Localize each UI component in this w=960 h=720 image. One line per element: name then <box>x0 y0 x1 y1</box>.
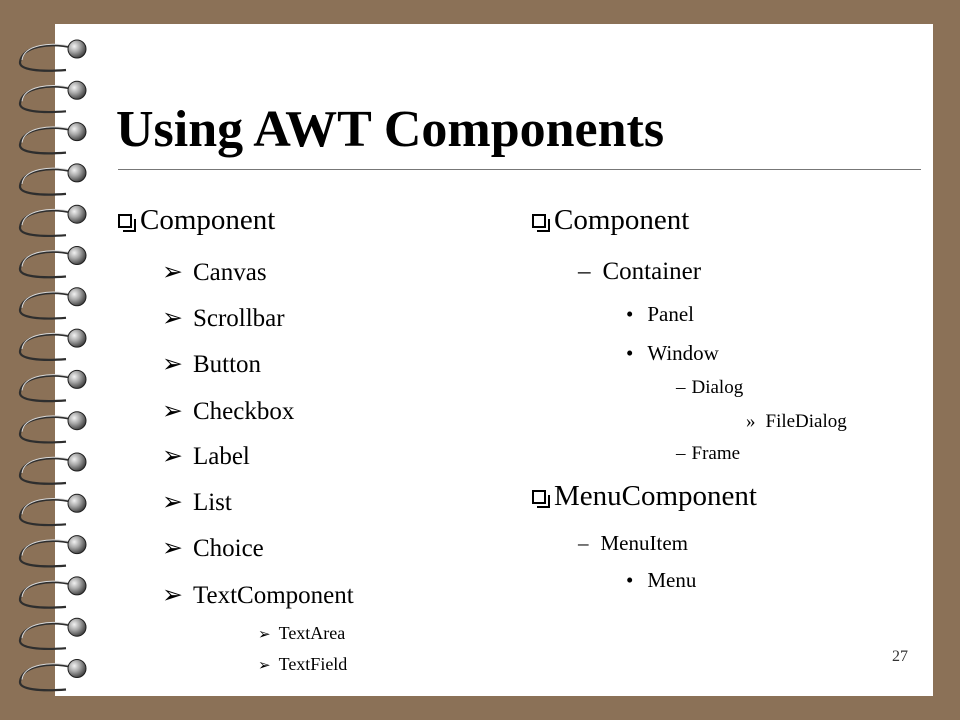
spiral-ring <box>20 123 86 154</box>
list-item: ➢ List <box>162 487 232 516</box>
list-item-filedialog: » FileDialog <box>746 411 847 432</box>
spiral-ring <box>20 370 86 401</box>
list-item-container: – Container <box>578 258 702 285</box>
list-item: ➢ Button <box>162 349 262 378</box>
list-item-dialog: – Dialog <box>676 377 744 398</box>
slide-title: Using AWT Components <box>116 101 665 158</box>
spiral-ring <box>20 205 86 236</box>
spiral-ring <box>20 40 86 71</box>
list-item: ➢ Choice <box>162 533 264 562</box>
right-heading-menucomponent: MenuComponent <box>532 482 757 511</box>
sub-list-item: ➢ TextArea <box>258 623 346 643</box>
spiral-ring <box>20 329 86 360</box>
spiral-ring <box>20 536 86 567</box>
dash-bullet-icon: – <box>578 258 591 285</box>
list-item-panel: • Panel <box>626 302 695 326</box>
arrow-bullet-icon: ➢ <box>258 625 271 643</box>
chevron-bullet-icon: » <box>746 411 756 432</box>
list-item: ➢ Checkbox <box>162 396 295 425</box>
sub-list-item: ➢ TextField <box>258 654 348 674</box>
spiral-ring <box>20 660 86 691</box>
arrow-bullet-icon: ➢ <box>162 396 183 425</box>
spiral-ring <box>20 288 86 319</box>
spiral-ring <box>20 577 86 608</box>
dot-bullet-icon: • <box>626 302 634 326</box>
list-item-menu: • Menu <box>626 568 697 592</box>
spiral-ring <box>20 247 86 278</box>
list-item: ➢ Scrollbar <box>162 303 285 332</box>
list-item: ➢ TextComponent <box>162 580 354 609</box>
page-number: 27 <box>892 648 908 665</box>
checkbox-bullet-icon <box>118 214 132 228</box>
dot-bullet-icon: • <box>626 568 634 592</box>
arrow-bullet-icon: ➢ <box>162 580 183 609</box>
spiral-ring <box>20 494 86 525</box>
arrow-bullet-icon: ➢ <box>162 533 183 562</box>
spiral-ring <box>20 412 86 443</box>
arrow-bullet-icon: ➢ <box>162 349 183 378</box>
checkbox-bullet-icon <box>532 214 546 228</box>
spiral-ring <box>20 453 86 484</box>
arrow-bullet-icon: ➢ <box>162 487 183 516</box>
arrow-bullet-icon: ➢ <box>162 303 183 332</box>
left-heading: Component <box>118 206 275 235</box>
list-item-menuitem: – MenuItem <box>578 531 688 555</box>
list-item: ➢ Canvas <box>162 257 267 286</box>
spiral-ring <box>20 81 86 112</box>
dot-bullet-icon: • <box>626 341 634 365</box>
list-item: ➢ Label <box>162 441 250 470</box>
arrow-bullet-icon: ➢ <box>162 441 183 470</box>
checkbox-bullet-icon <box>532 490 546 504</box>
arrow-bullet-icon: ➢ <box>258 656 271 674</box>
list-item-frame: – Frame <box>676 443 741 464</box>
list-item-window: • Window <box>626 341 719 365</box>
arrow-bullet-icon: ➢ <box>162 257 183 286</box>
dash-bullet-icon: – <box>676 443 686 464</box>
right-heading-component: Component <box>532 206 689 235</box>
spiral-ring <box>20 164 86 195</box>
dash-bullet-icon: – <box>676 377 686 398</box>
title-divider <box>118 169 921 170</box>
spiral-binding <box>0 0 100 720</box>
dash-bullet-icon: – <box>578 531 589 555</box>
spiral-ring <box>20 618 86 649</box>
